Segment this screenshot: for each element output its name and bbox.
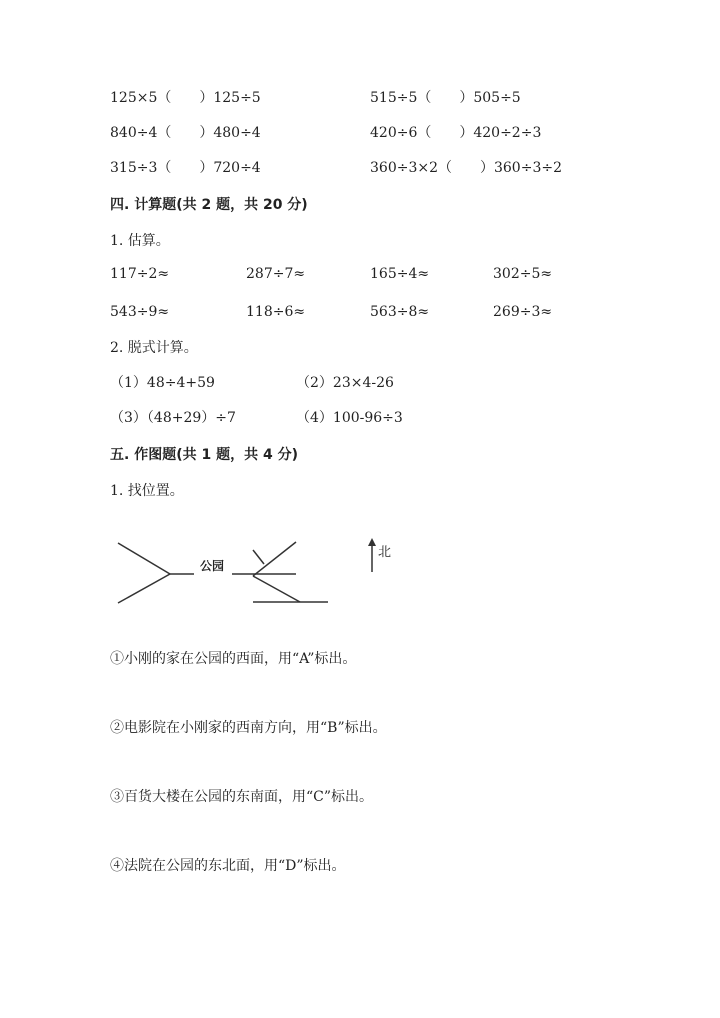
task-3: ③百货大楼在公园的东南面，用“C”标出。: [110, 789, 374, 805]
step-calc-item: （3）（48+29）÷7: [110, 410, 236, 426]
compare-row-1-right: 515÷5（ ）505÷5: [370, 90, 521, 106]
road-ne-short: [253, 550, 264, 564]
step-calc-item: （2）23×4-26: [296, 375, 394, 391]
estimate-item: 302÷5≈: [493, 266, 553, 282]
park-label: 公园: [200, 559, 225, 573]
estimate-item: 118÷6≈: [246, 304, 306, 320]
compare-row-3-left: 315÷3（ ）720÷4: [110, 160, 261, 176]
map-diagram: [110, 528, 410, 614]
section4-q2-label: 2. 脱式计算。: [110, 340, 198, 356]
compare-row-2-left: 840÷4（ ）480÷4: [110, 125, 261, 141]
road-west-lower: [118, 574, 170, 603]
section4-title: 四. 计算题(共 2 题，共 20 分): [110, 197, 308, 213]
estimate-item: 269÷3≈: [493, 304, 553, 320]
north-arrow-icon: [368, 538, 376, 546]
estimate-item: 543÷9≈: [110, 304, 170, 320]
section4-q1-label: 1. 估算。: [110, 233, 170, 249]
compare-row-3-right: 360÷3×2（ ）360÷3÷2: [370, 160, 562, 176]
map-roads: [110, 528, 410, 614]
north-label: 北: [378, 545, 392, 560]
road-se: [253, 576, 300, 602]
compare-row-1-left: 125×5（ ）125÷5: [110, 90, 261, 106]
task-2: ②电影院在小刚家的西南方向，用“B”标出。: [110, 720, 387, 736]
task-1: ①小刚的家在公园的西面，用“A”标出。: [110, 651, 357, 667]
task-4: ④法院在公园的东北面，用“D”标出。: [110, 858, 346, 874]
step-calc-item: （1）48÷4+59: [110, 375, 215, 391]
estimate-item: 287÷7≈: [246, 266, 306, 282]
step-calc-item: （4）100-96÷3: [296, 410, 403, 426]
estimate-item: 117÷2≈: [110, 266, 170, 282]
section5-title: 五. 作图题(共 1 题，共 4 分): [110, 447, 298, 463]
road-west-upper: [118, 543, 170, 574]
compare-row-2-right: 420÷6（ ）420÷2÷3: [370, 125, 542, 141]
estimate-item: 165÷4≈: [370, 266, 430, 282]
estimate-item: 563÷8≈: [370, 304, 430, 320]
section5-q1-label: 1. 找位置。: [110, 483, 184, 499]
